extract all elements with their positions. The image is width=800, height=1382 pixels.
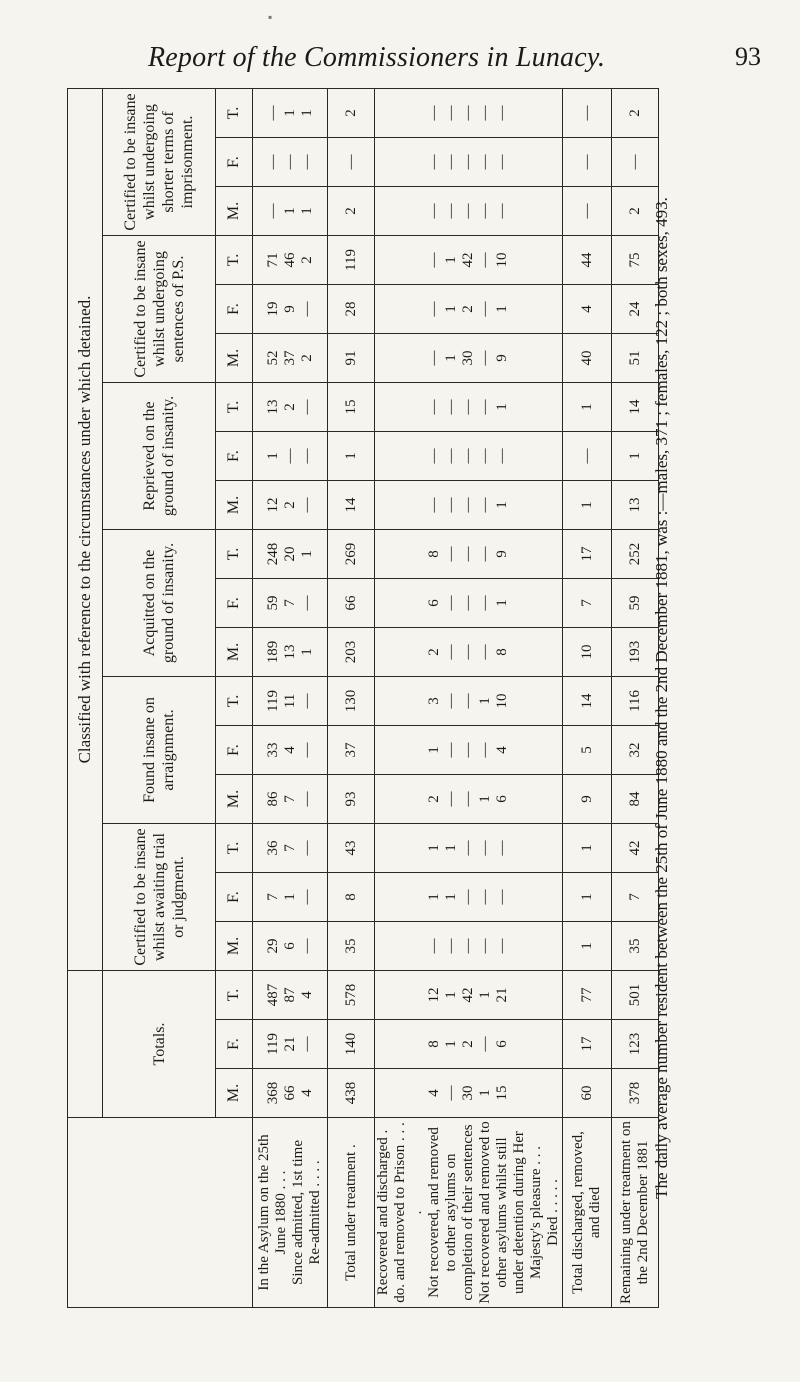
column-group-header: Acquitted on the ground of insanity. [103,530,216,677]
value-cell: 35 [328,922,375,971]
value-cell: 24 [612,285,659,334]
column-sub-header: T. [216,530,253,579]
row-label: Total under treatment . [342,1144,359,1281]
value-cell: 1 [563,922,612,971]
value-cell: 52 37 2 [253,334,328,383]
row-label-cell [253,1118,328,1308]
value-cell: 12 2 — [253,481,328,530]
value-cell: 33 4 — [253,726,328,775]
value-cell: 93 [328,775,375,824]
value-cell: 6 — — — 1 [375,579,563,628]
row-label: Re-admitted . . . . [307,1160,323,1265]
value-cell: 12 1 42 1 21 [375,971,563,1020]
value-cell: — [612,138,659,187]
value-cell: 66 [328,579,375,628]
value-cell: 7 1 — [253,873,328,922]
value-cell: 14 [612,383,659,432]
value-cell: — [563,187,612,236]
rotated-table-region [67,88,687,1308]
value-cell: 71 46 2 [253,236,328,285]
row-label: Remaining under treatment on the 2nd December 1881 [618,1121,651,1304]
value-cell: — — — — — [375,432,563,481]
row-label-cell [328,1118,375,1308]
value-cell: — — — — 1 [375,383,563,432]
value-cell: — — — — — [375,922,563,971]
value-cell: 19 9 — [253,285,328,334]
table-row [253,89,328,1308]
value-cell: 59 [612,579,659,628]
footnote: The daily average number resident between the 25th of June 1880 and the 2nd December 1881, was :—males, 371 ; females, 122 ; both sexes, 493. [652,197,671,1199]
value-cell: 438 [328,1069,375,1118]
value-cell: 7 [563,579,612,628]
value-cell: 119 [328,236,375,285]
value-cell: 140 [328,1020,375,1069]
value-cell: 17 [563,1020,612,1069]
value-cell: — [328,138,375,187]
value-cell: 252 [612,530,659,579]
value-cell: 84 [612,775,659,824]
value-cell: 2 [612,89,659,138]
value-cell: 189 13 1 [253,628,328,677]
column-sub-header: M. [216,1069,253,1118]
value-cell: 40 [563,334,612,383]
value-cell: 1 — — [253,432,328,481]
column-group-header: Totals. [103,971,216,1118]
table-title-spacer [68,971,103,1118]
value-cell: 5 [563,726,612,775]
column-sub-header: F. [216,138,253,187]
value-cell: 193 [612,628,659,677]
value-cell: 2 — — 1 6 [375,775,563,824]
value-cell: — [563,432,612,481]
value-cell: — — — — — [375,138,563,187]
value-cell: 42 [612,824,659,873]
value-cell: — — — [253,138,328,187]
value-cell: — — — — — [375,187,563,236]
value-cell: 1 1 — — — [375,873,563,922]
column-group-header: Certified to be insane whilst undergoing shorter terms of imprisonment. [103,89,216,236]
row-label: In the Asylum on the 25th June 1880 . . . [256,1134,289,1291]
value-cell: 2 [328,89,375,138]
value-cell: — 1 1 [253,187,328,236]
value-cell: 501 [612,971,659,1020]
row-label: Total discharged, removed, and died [570,1131,603,1294]
value-cell: 2 — — — 8 [375,628,563,677]
value-cell: 43 [328,824,375,873]
returns-table [67,88,659,1308]
value-cell: 2 [328,187,375,236]
value-cell: 8 [328,873,375,922]
value-cell: 1 [612,432,659,481]
column-sub-header: M. [216,922,253,971]
value-cell: 119 11 — [253,677,328,726]
value-cell: — — — — 1 [375,481,563,530]
value-cell: 3 — — 1 10 [375,677,563,726]
column-sub-header: M. [216,187,253,236]
value-cell: 36 7 — [253,824,328,873]
value-cell: — 1 42 — 10 [375,236,563,285]
page-header [0,0,800,80]
value-cell: 13 2 — [253,383,328,432]
value-cell: 1 [563,481,612,530]
table-row [375,89,563,1308]
scan-mark-icon: ▪ [268,10,273,24]
row-label: Not recovered and removed to other asylums whilst still under detention during Her Majesty's pleasure . . . [477,1121,544,1304]
value-cell: 32 [612,726,659,775]
value-cell: 8 — — — 9 [375,530,563,579]
value-cell: — [563,89,612,138]
value-cell: 91 [328,334,375,383]
column-sub-header: T. [216,383,253,432]
value-cell: 123 [612,1020,659,1069]
value-cell: 378 [612,1069,659,1118]
row-label: do. and removed to Prison . . . . [392,1122,425,1303]
value-cell: 116 [612,677,659,726]
value-cell: 86 7 — [253,775,328,824]
value-cell: 8 1 2 — 6 [375,1020,563,1069]
value-cell: — 1 1 [253,89,328,138]
column-group-header: Certified to be insane whilst awaiting trial or judgment. [103,824,216,971]
column-sub-header: F. [216,285,253,334]
column-sub-header: F. [216,1020,253,1069]
column-group-header: Found insane on arraignment. [103,677,216,824]
value-cell: 487 87 4 [253,971,328,1020]
column-group-header: Certified to be insane whilst undergoing sentences of P.S. [103,236,216,383]
value-cell: 4 — 30 1 15 [375,1069,563,1118]
value-cell: 51 [612,334,659,383]
column-sub-header: M. [216,334,253,383]
value-cell: 269 [328,530,375,579]
value-cell: — 1 2 — 1 [375,285,563,334]
value-cell: 35 [612,922,659,971]
column-sub-header: F. [216,726,253,775]
row-label: Not recovered, and removed to other asylums on completion of their sentences [426,1124,476,1301]
value-cell: 10 [563,628,612,677]
column-sub-header: M. [216,481,253,530]
value-cell: 14 [563,677,612,726]
column-sub-header: T. [216,824,253,873]
value-cell: 60 [563,1069,612,1118]
value-cell: 2 [612,187,659,236]
row-label-cell [375,1118,563,1308]
row-label: Recovered and discharged . [375,1129,391,1296]
column-group-header: Reprieved on the ground of insanity. [103,383,216,530]
row-label: Died . . . . . [545,1179,561,1246]
value-cell: 248 20 1 [253,530,328,579]
value-cell: 75 [612,236,659,285]
column-sub-header: F. [216,579,253,628]
value-cell: 203 [328,628,375,677]
value-cell: 368 66 4 [253,1069,328,1118]
value-cell: 13 [612,481,659,530]
value-cell: 17 [563,530,612,579]
value-cell: 119 21 — [253,1020,328,1069]
value-cell: 1 — — — 4 [375,726,563,775]
column-sub-header: T. [216,236,253,285]
table-row [328,89,375,1308]
value-cell: — [563,138,612,187]
value-cell: 1 1 — — — [375,824,563,873]
value-cell: 15 [328,383,375,432]
column-sub-header: M. [216,628,253,677]
value-cell: 14 [328,481,375,530]
value-cell: 4 [563,285,612,334]
value-cell: 578 [328,971,375,1020]
running-title: Report of the Commissioners in Lunacy. [148,42,606,73]
value-cell: 37 [328,726,375,775]
column-sub-header: T. [216,677,253,726]
value-cell: 7 [612,873,659,922]
value-cell: — 1 30 — 9 [375,334,563,383]
column-sub-header: T. [216,89,253,138]
value-cell: 9 [563,775,612,824]
table-row [563,89,612,1308]
value-cell: 1 [328,432,375,481]
column-sub-header: F. [216,873,253,922]
value-cell: 130 [328,677,375,726]
value-cell: 29 6 — [253,922,328,971]
value-cell: 1 [563,383,612,432]
table-title: Classified with reference to the circumstances under which detained. [68,89,103,971]
value-cell: 1 [563,824,612,873]
value-cell: 77 [563,971,612,1020]
page-number: 93 [735,42,761,71]
row-label-cell [563,1118,612,1308]
column-sub-header: T. [216,971,253,1020]
row-label: Since admitted, 1st time [290,1140,306,1285]
column-sub-header: M. [216,775,253,824]
value-cell: — — — — — [375,89,563,138]
value-cell: 1 [563,873,612,922]
column-sub-header: F. [216,432,253,481]
value-cell: 59 7 — [253,579,328,628]
value-cell: 28 [328,285,375,334]
value-cell: 44 [563,236,612,285]
table-corner [68,1118,253,1308]
